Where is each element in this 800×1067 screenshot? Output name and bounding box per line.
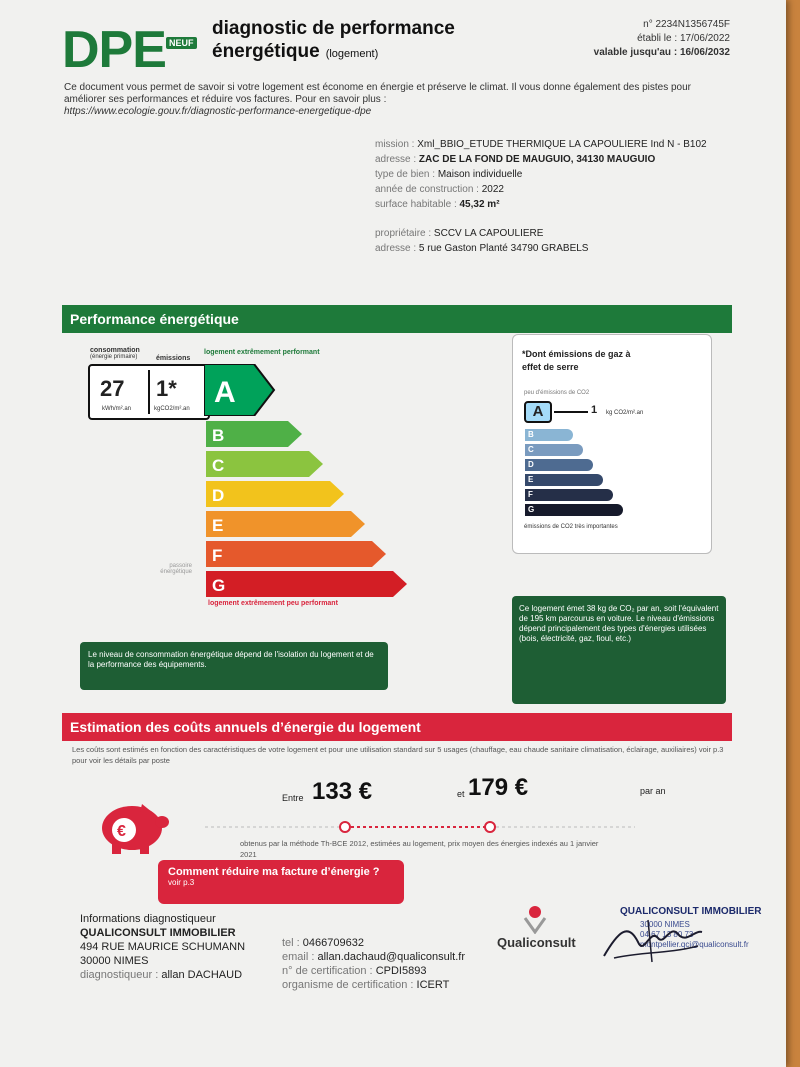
neuf-badge: NEUF xyxy=(166,37,197,49)
ges-panel-title: *Dont émissions de gaz à effet de serre xyxy=(522,349,631,372)
doc-title-line1: diagnostic de performance xyxy=(212,18,455,39)
svg-text:A: A xyxy=(214,376,236,409)
costs-and-label: et xyxy=(457,789,465,799)
value-box xyxy=(88,364,210,420)
energy-class-letter: D xyxy=(212,486,225,505)
costs-between-label: Entre xyxy=(282,793,304,803)
year-row: année de construction : 2022 xyxy=(375,184,504,195)
energy-class-letter: B xyxy=(212,426,225,445)
consumption-unit: kWh/m².an xyxy=(102,406,132,412)
ges-class-c-bar: C xyxy=(525,444,583,456)
consumption-value: 27 xyxy=(100,376,125,401)
ref-established: établi le : 17/06/2022 xyxy=(637,33,730,44)
costs-per-year: par an xyxy=(640,786,666,796)
energy-class-letter: F xyxy=(212,546,223,565)
costs-method-note: obtenus par la méthode Th-BCE 2012, estimées au logement, prix moyen des énergies indexés au 1 janvier 2021 xyxy=(240,839,599,859)
dpe-logo: DPE xyxy=(62,21,166,79)
ges-top-note: peu d'émissions de CO2 xyxy=(524,390,590,396)
diagnostician-info: Informations diagnostiqueur QUALICONSULT IMMOBILIER 494 RUE MAURICE SCHUMANN 30000 NIMES diagnostiqueur : allan DACHAUD xyxy=(80,913,246,981)
ges-class-f-bar: F xyxy=(525,489,613,501)
ges-callout: Ce logement émet 38 kg de CO₂ par an, soit l'équivalent de 195 km parcourus en voiture. Le niveau d'émissions dépend principalement des types d'énergies utilisées (bois, électricité, gaz, fioul, etc.) xyxy=(512,596,726,704)
ges-class-g-bar: G xyxy=(525,504,623,516)
address-row: adresse : ZAC DE LA FOND DE MAUGUIO, 34130 MAUGUIO xyxy=(375,154,656,165)
ges-bottom-note: émissions de CO2 très importantes xyxy=(524,524,618,530)
intro-text: Ce document vous permet de savoir si votre logement est économe en énergie et préserve le climat. Il vous donne également des pistes pour améliorer ses performances et réduire vos factures. Pour en savoir plus : https://www.ecologie.gouv.fr/diagnostic-performance-energetique-dpe xyxy=(64,82,692,117)
ges-unit: kg CO2/m².an xyxy=(606,410,644,416)
energy-class-b-arrow xyxy=(206,420,304,448)
ref-valid: valable jusqu'au : 16/06/2032 xyxy=(593,47,730,58)
stamp-company: QUALICONSULT IMMOBILIER xyxy=(620,906,762,917)
energy-class-e-arrow xyxy=(206,510,367,538)
emissions-label: émissions xyxy=(156,355,191,362)
ges-class-d-bar: D xyxy=(525,459,593,471)
costs-note: Les coûts sont estimés en fonction des caractéristiques de votre logement et pour une utilisation standard sur 5 usages (chauffage, eau chaude sanitaire climatisation, éclairage, auxiliaires) voir p.3 pour voir les détails par poste xyxy=(72,745,724,765)
doc-subtitle: (logement) xyxy=(325,48,379,60)
doc-title-line2-text: énergétique xyxy=(212,41,320,62)
doc-title-line2 xyxy=(212,41,378,63)
qualiconsult-logo-text: Qualiconsult xyxy=(497,935,576,950)
energy-class-letter: G xyxy=(212,576,226,595)
handwritten-signature xyxy=(598,912,708,968)
class-a-arrow xyxy=(204,364,276,416)
contact-info: tel : 0466709632 email : allan.dachaud@qualiconsult.fr n° de certification : CPDI5893 organisme de certification : ICERT xyxy=(282,937,466,991)
cost-range-line xyxy=(205,818,635,836)
ges-class-e-bar: E xyxy=(525,474,603,486)
stamp-details: 30000 NIMES 04 67 13 80 73 montpellier.qci@qualiconsult.fr xyxy=(640,920,749,949)
svg-text:€: € xyxy=(117,823,126,840)
owner-row: propriétaire : SCCV LA CAPOULIERE xyxy=(375,228,544,239)
reduce-bill-button[interactable]: Comment réduire ma facture d’énergie ? voir p.3 xyxy=(158,860,404,904)
reference-block xyxy=(594,18,730,60)
ref-number: n° 2234N1356745F xyxy=(643,19,730,30)
mission-row: mission : Xml_BBIO_ETUDE THERMIQUE LA CAPOULIERE Ind N - B102 xyxy=(375,139,707,150)
intro-link[interactable]: https://www.ecologie.gouv.fr/diagnostic-performance-energetique-dpe xyxy=(64,106,372,117)
qualiconsult-logo-icon xyxy=(522,904,548,934)
email-link[interactable]: allan.dachaud@qualiconsult.fr xyxy=(317,951,466,963)
ges-class-b-bar: B xyxy=(525,429,573,441)
worst-label: logement extrêmement peu performant xyxy=(208,600,338,607)
energy-class-f-arrow xyxy=(206,540,388,568)
ges-side-label: passoire énergétique xyxy=(160,563,192,575)
energy-callout: Le niveau de consommation énergétique dépend de l'isolation du logement et de la performance des équipements. xyxy=(80,642,388,690)
piggy-bank-icon xyxy=(92,798,172,856)
costs-section-title: Estimation des coûts annuels d’énergie du logement xyxy=(62,713,732,741)
ges-value: 1 xyxy=(591,404,598,416)
surface-row: surface habitable : 45,32 m² xyxy=(375,199,500,210)
property-info xyxy=(375,137,735,256)
ges-class-badge: A xyxy=(524,401,552,423)
costs-max: 179 € xyxy=(468,774,529,801)
energy-class-letter: C xyxy=(212,456,225,475)
emissions-unit: kgCO2/m².an xyxy=(154,406,190,412)
emissions-value: 1* xyxy=(156,376,177,401)
type-row: type de bien : Maison individuelle xyxy=(375,169,523,180)
consumption-label: consommation (énergie primaire) xyxy=(90,347,140,360)
costs-min: 133 € xyxy=(312,778,373,805)
performance-section-title: Performance énergétique xyxy=(62,305,732,333)
energy-class-letter: E xyxy=(212,516,224,535)
energy-class-g-arrow xyxy=(206,570,409,598)
energy-class-c-arrow xyxy=(206,450,325,478)
energy-class-d-arrow xyxy=(206,480,346,508)
best-label: logement extrêmement performant xyxy=(204,349,320,356)
owner-address-row: adresse : 5 rue Gaston Planté 34790 GRABELS xyxy=(375,243,589,254)
